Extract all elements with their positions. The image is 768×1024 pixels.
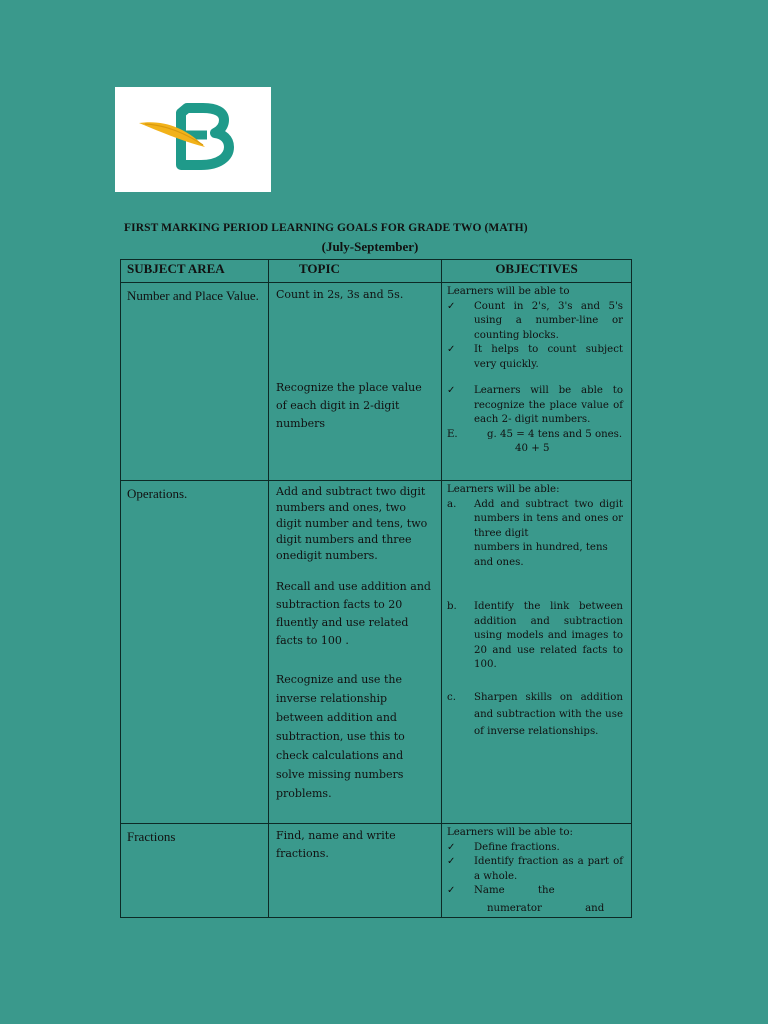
topic-cell (269, 283, 442, 481)
subject-cell: Number and Place Value. (121, 283, 269, 481)
table-row (121, 481, 632, 824)
list-item: E. g. 45 = 4 tens and 5 ones. (447, 428, 623, 440)
list-item: ✓ Identify fraction as a part of a whole. (447, 855, 623, 884)
topic-text: Add and subtract two digit numbers and ones, two digit number and tens, two digit numbers and three onedigit numbers. (276, 485, 428, 562)
header-subject-area: SUBJECT AREA (121, 260, 269, 283)
table-row (121, 824, 632, 918)
objectives-cell: Learners will be able to: ✓ Define fractions. ✓ Identify fraction as a part of a whole. ✓ Name the numerator and (442, 824, 632, 918)
logo (115, 87, 271, 192)
table-header-row (121, 260, 632, 283)
list-item: a. Add and subtract two digit numbers in tens and ones or three digit (447, 498, 623, 539)
list-item: b. Identify the link between addition and subtraction using models and images to 20 and use related facts to 100. (447, 601, 623, 670)
objectives-cell (442, 283, 632, 481)
list-item: ✓ Count in 2's, 3's and 5's using a number-line or counting blocks. (447, 300, 623, 344)
objectives-lead: Learners will be able to: (447, 827, 573, 838)
subject-cell: Fractions (121, 824, 269, 918)
checkmark-icon: ✓ (447, 856, 456, 867)
checkmark-icon: ✓ (447, 885, 456, 896)
checkmark-icon: ✓ (447, 344, 456, 355)
header-topic: TOPIC (269, 260, 442, 283)
list-item: c. Sharpen skills on addition and subtraction with the use of inverse relationships. (447, 691, 623, 737)
topic-text: Recall and use addition and subtraction facts to 20 fluently and use related facts to 100 . (276, 580, 431, 647)
header-objectives: OBJECTIVES (442, 260, 632, 283)
list-item: ✓ It helps to count subject very quickly. (447, 343, 623, 372)
topic-text: Find, name and write fractions. (276, 829, 396, 860)
checkmark-icon: ✓ (447, 300, 456, 312)
objectives-lead: Learners will be able to (447, 286, 570, 297)
topic-text: Recognize the place value of each digit in 2-digit numbers (276, 381, 422, 430)
list-item: ✓ Learners will be able to recognize the place value of each 2- digit numbers. (447, 384, 623, 428)
list-item: ✓ Define fractions. (447, 841, 623, 856)
list-item: ✓ Name the (447, 884, 623, 899)
objectives-cell: Learners will be able: a. Add and subtract two digit numbers in tens and ones or three digit numbers in hundred, tens and ones. b. Identify the link between addition and subtraction using models and images to 20 and use related facts to 100. c. Sharpen skills on addition and subtraction with the use of inverse relationships. (442, 481, 632, 824)
feather-b-logo-icon (115, 87, 271, 192)
table-row (121, 283, 632, 481)
topic-cell (269, 481, 442, 824)
topic-cell (269, 824, 442, 918)
topic-text: Count in 2s, 3s and 5s. (276, 288, 404, 301)
learning-goals-table (120, 259, 632, 918)
document-title: FIRST MARKING PERIOD LEARNING GOALS FOR GRADE TWO (MATH) (124, 222, 528, 234)
checkmark-icon: ✓ (447, 385, 456, 396)
document-subtitle: (July-September) (321, 239, 419, 254)
example-line: 40 + 5 (515, 443, 550, 454)
objectives-lead: Learners will be able: (447, 484, 560, 495)
topic-text: Recognize and use the inverse relationship between addition and subtraction, use this to check calculations and solve missing numbers problems. (276, 673, 405, 800)
subject-cell: Operations. (121, 481, 269, 824)
checkmark-icon: ✓ (447, 841, 456, 853)
